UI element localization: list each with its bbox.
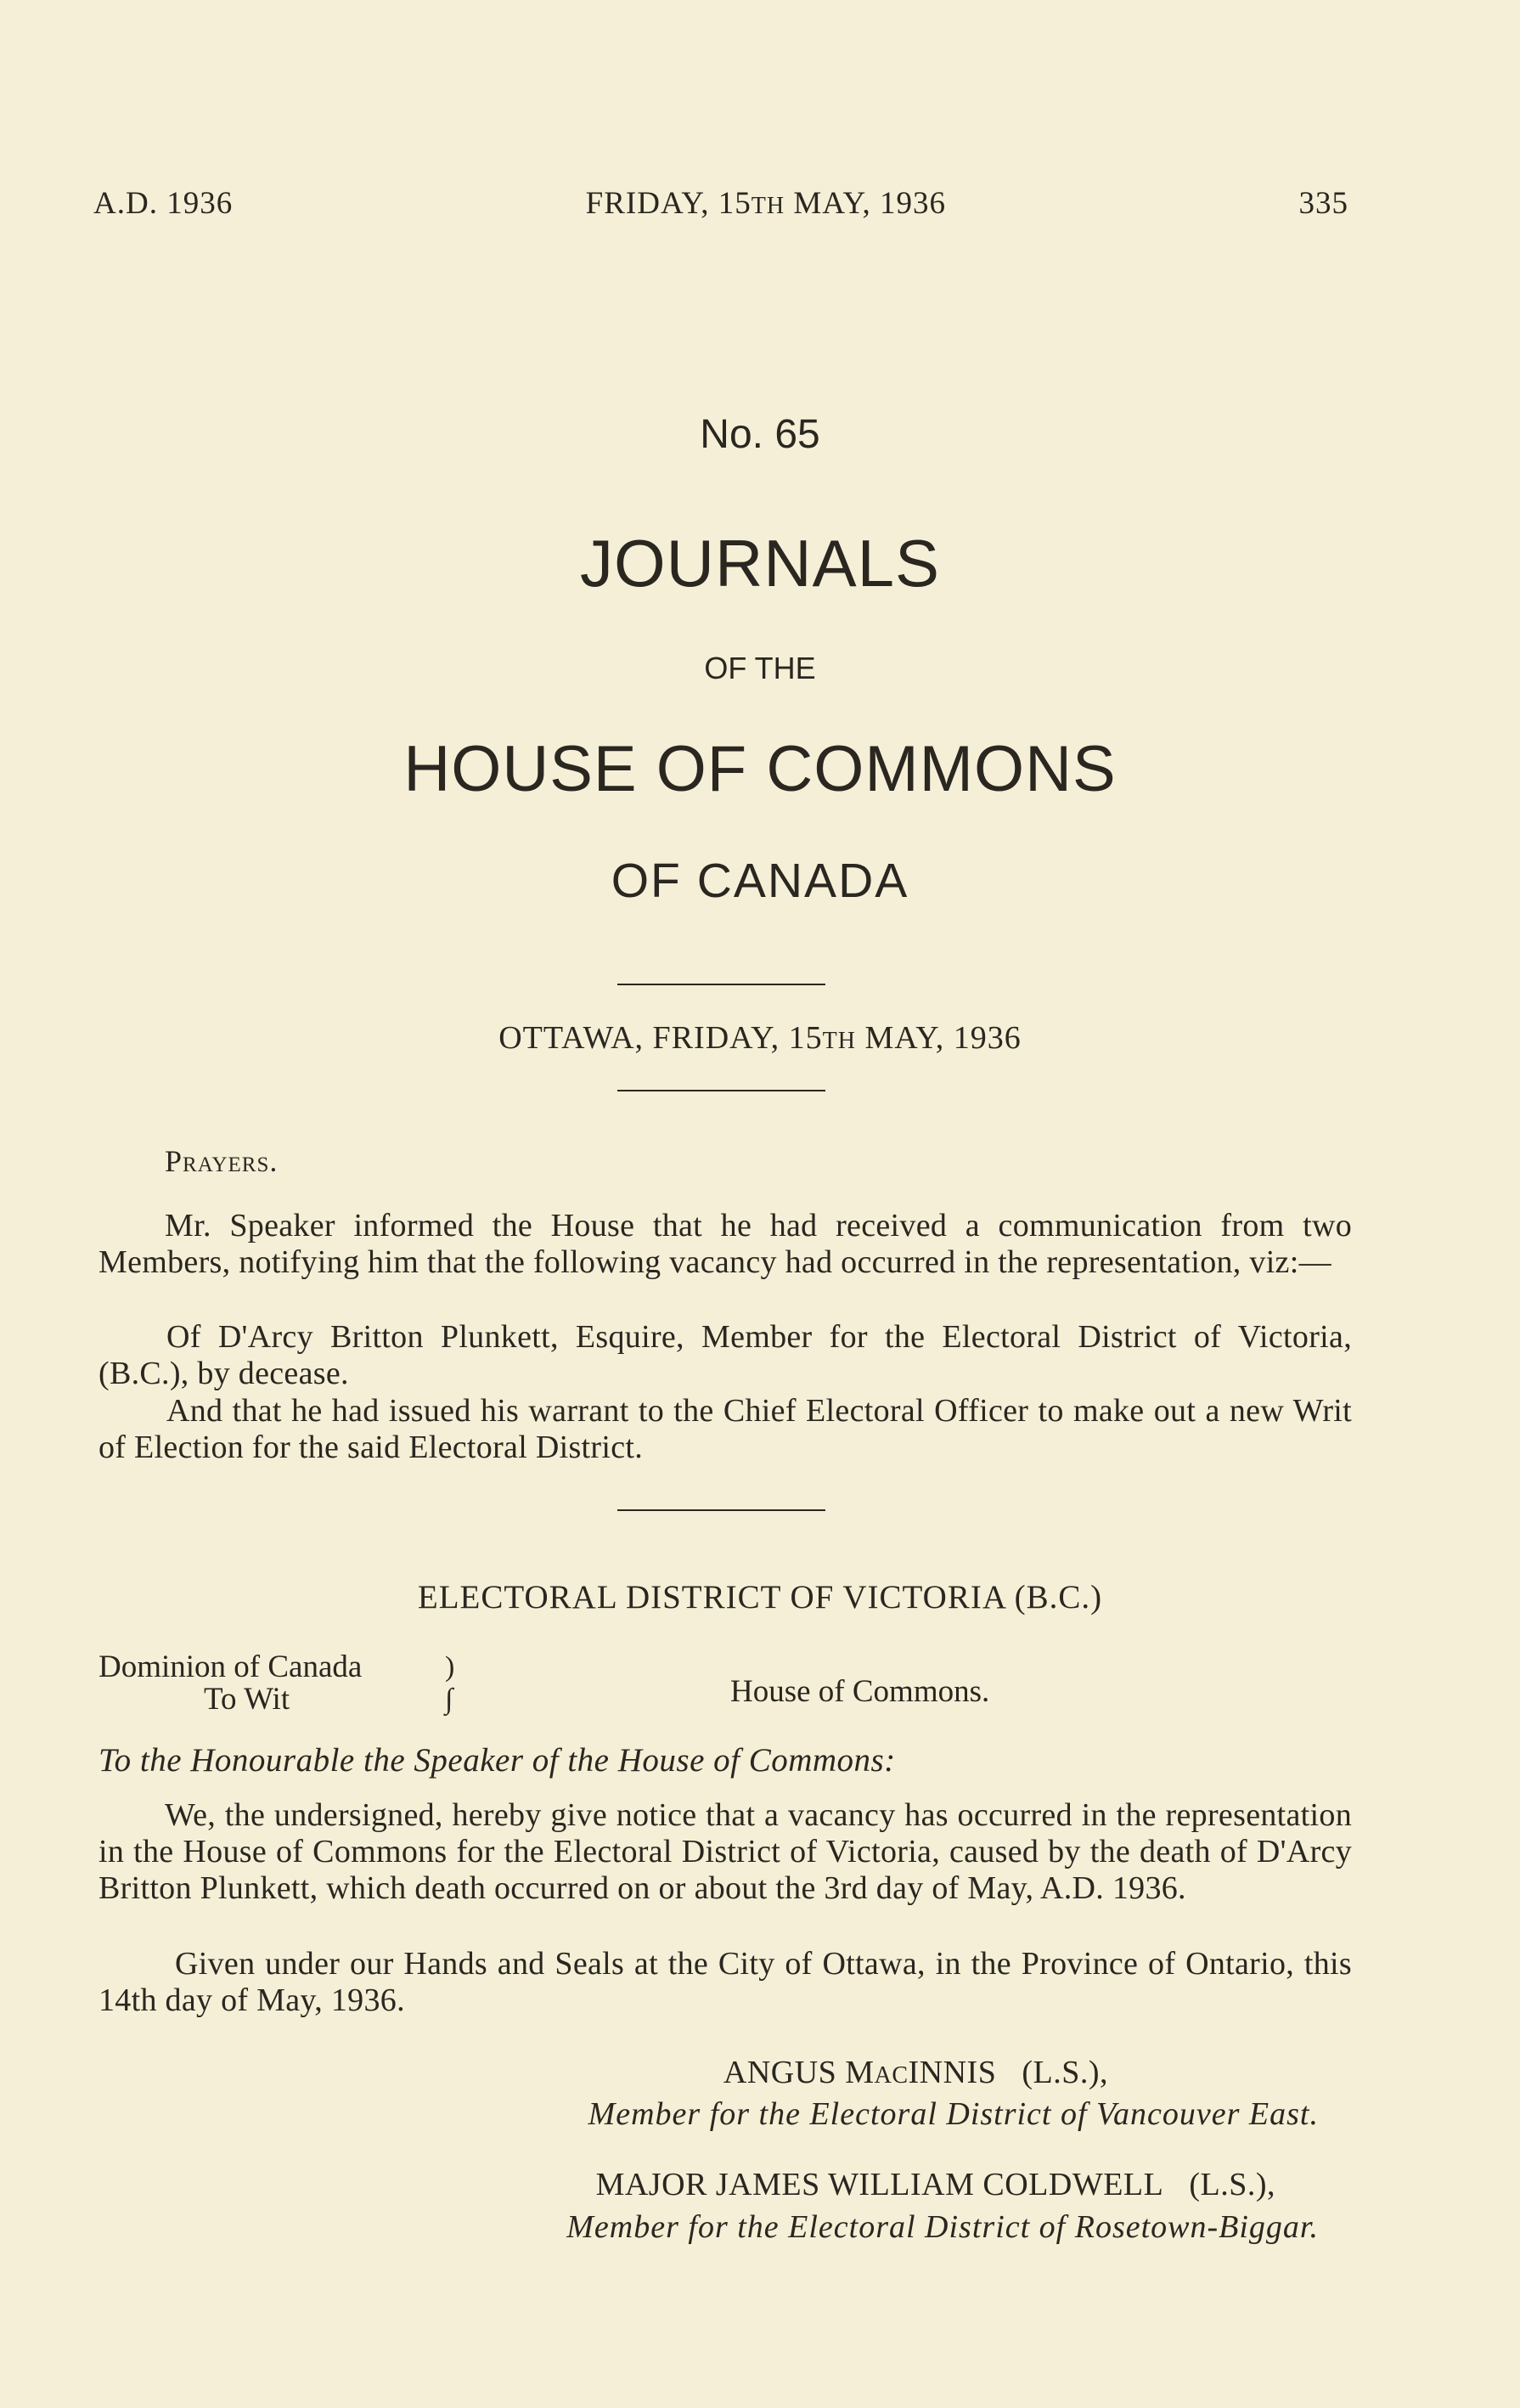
dominion-caption (99, 1651, 362, 1716)
signature-role: Member for the Electoral District of Vancouver East. (588, 2096, 1319, 2132)
divider-rule (617, 984, 825, 985)
signature-role: Member for the Electoral District of Rosetown-Biggar. (566, 2209, 1319, 2245)
dominion-line: Dominion of Canada (99, 1650, 363, 1684)
running-head (93, 185, 1348, 222)
notice-title: ELECTORAL DISTRICT OF VICTORIA (B.C.) (417, 1579, 1103, 1616)
of-the-label: OF THE (704, 651, 816, 685)
dateline: OTTAWA, FRIDAY, 15TH MAY, 1936 (498, 1020, 1022, 1056)
house-of-commons-caption: House of Commons. (730, 1674, 990, 1709)
running-head-center: FRIDAY, 15TH MAY, 1936 (585, 186, 947, 221)
notice-paragraph: We, the undersigned, hereby give notice that a vacancy has occurred in the representation in the House of Commons for the Electoral District of Victoria, caused by the death of D'Arcy Britton Plunkett, which death occurred on or about the 3rd day of May, A.D. 1936. (99, 1797, 1352, 1906)
signature-name: MAJOR JAMES WILLIAM COLDWELL (L.S.), (595, 2167, 1275, 2202)
house-of-commons-title: HOUSE OF COMMONS (403, 733, 1117, 805)
prayers-heading: Prayers. (165, 1144, 279, 1178)
speaker-paragraph: Mr. Speaker informed the House that he had received a communication from two Members, notifying him that the following vacancy had occurred in the representation, viz:— (99, 1208, 1352, 1280)
running-head-left: A.D. 1936 (93, 186, 234, 221)
issue-number: No. 65 (700, 412, 820, 457)
warrant-paragraph: And that he had issued his warrant to the Chief Electoral Officer to make out a new Writ of Election for the said Electoral District. (99, 1393, 1352, 1465)
journals-title: JOURNALS (579, 526, 941, 601)
brace-mark: ) ∫ (445, 1651, 455, 1715)
divider-rule (617, 1090, 825, 1091)
notice-address: To the Honourable the Speaker of the House of Commons: (99, 1742, 896, 1779)
page-number: 335 (1298, 186, 1348, 221)
to-wit-line: To Wit (204, 1682, 290, 1717)
divider-rule (617, 1509, 825, 1511)
vacancy-paragraph: Of D'Arcy Britton Plunkett, Esquire, Member for the Electoral District of Victoria, (B.C.), by decease. (99, 1319, 1352, 1391)
signature-name: ANGUS MACINNIS (L.S.), (723, 2055, 1108, 2090)
of-canada-title: OF CANADA (611, 854, 909, 908)
given-under-paragraph: Given under our Hands and Seals at the City of Ottawa, in the Province of Ontario, this 14th day of May, 1936. (99, 1946, 1352, 2018)
